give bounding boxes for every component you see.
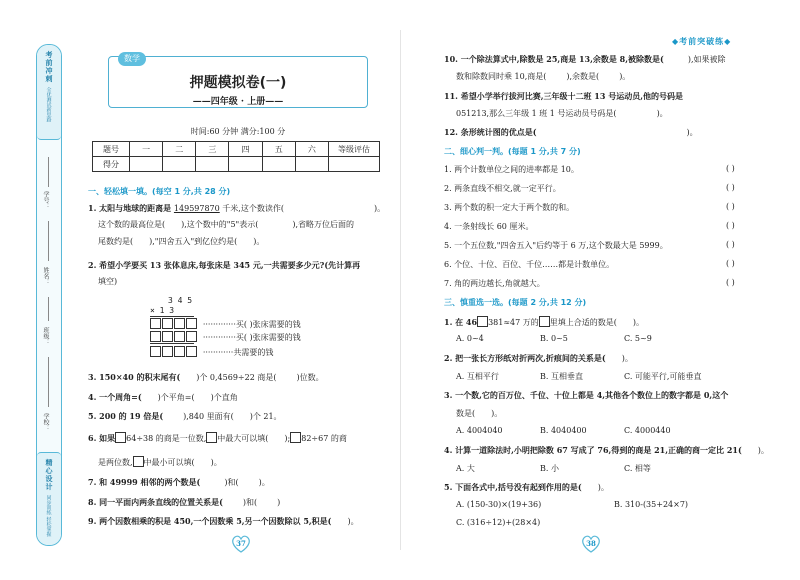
digit-box[interactable] — [174, 346, 185, 357]
field-school: 学校： — [42, 413, 49, 431]
choice-3-option-a[interactable]: A. 4004040 — [456, 426, 503, 435]
q-text: 9. 两个因数相乘的积是 450,一个因数乘 5,另一个因数除以 5,积是( — [88, 516, 332, 526]
choice-4-option-c[interactable]: C. 相等 — [624, 464, 651, 473]
calc-line — [150, 316, 194, 317]
q-text: 尾数约是( — [98, 237, 134, 246]
q-text: 5. 下面各式中,括号没有起到作用的是( — [444, 482, 582, 492]
q-text: ),这个数中的"5"表示( — [181, 220, 259, 229]
choice-1-option-c[interactable]: C. 5~9 — [624, 334, 652, 343]
question-7 — [88, 477, 270, 488]
q-text: )。 — [597, 483, 609, 492]
digit-box[interactable] — [150, 318, 161, 329]
judge-answer[interactable]: ( ) — [726, 278, 735, 287]
choice-5 — [444, 482, 609, 493]
score-row — [93, 157, 380, 172]
q-text: 381≈47 万的 — [488, 318, 539, 327]
section-heading-judge: 二、细心判一判。(每题 1 分,共 7 分) — [444, 147, 581, 156]
score-header: 一 — [130, 142, 163, 157]
q-text: ),如果被除 — [687, 55, 726, 64]
q-text: )个 0,4569÷22 商是( — [196, 373, 277, 382]
header-tag: ◆考前突破练◆ — [672, 37, 732, 46]
answer-box[interactable] — [477, 316, 488, 327]
field-student-number: 学号： — [42, 191, 49, 209]
line — [48, 157, 49, 187]
calc-row-3 — [150, 346, 273, 358]
answer-box[interactable] — [133, 456, 144, 467]
q-text: )位数。 — [296, 373, 324, 382]
score-cell[interactable] — [229, 157, 262, 172]
choice-5-option-a[interactable]: A. (150-30)×(19+36) — [456, 500, 542, 509]
score-header: 五 — [262, 142, 295, 157]
digit-box[interactable] — [150, 331, 161, 342]
calc-top: 3 4 5 — [168, 296, 193, 305]
q-text: 2. 把一张长方形纸对折两次,折痕间的关系是( — [444, 353, 606, 363]
judge-answer[interactable]: ( ) — [726, 202, 735, 211]
choice-2-option-b[interactable]: B. 互相垂直 — [540, 372, 583, 381]
choice-4-option-a[interactable]: A. 大 — [456, 464, 475, 473]
score-header: 题号 — [93, 142, 130, 157]
section-heading-fill: 一、轻松填一填。(每空 1 分,共 28 分) — [88, 187, 231, 196]
q-text: )个直角 — [210, 393, 238, 402]
q-text: )。 — [621, 354, 633, 363]
q-text: ); — [284, 434, 291, 443]
judge-item-2: 2. 两条直线不相交,就一定平行。 — [444, 184, 561, 193]
score-header: 六 — [295, 142, 328, 157]
score-cell[interactable] — [295, 157, 328, 172]
q-text: 1. 在 46 — [444, 317, 478, 327]
digit-box[interactable] — [174, 318, 185, 329]
digit-box[interactable] — [186, 318, 197, 329]
sidebar-sub: 全优测试新思路 — [45, 87, 52, 122]
q-text: 4. 一个周角=( — [88, 392, 142, 402]
line — [48, 221, 49, 261]
q-text: 数和除数同时乘 10,商是( — [456, 72, 547, 81]
score-cell[interactable] — [329, 157, 380, 172]
q-text: 8. 同一平面内两条直线的位置关系是( — [88, 497, 223, 507]
question-4 — [88, 392, 238, 403]
q-text: )个平角=( — [157, 393, 195, 402]
q-text: )和( — [224, 478, 239, 487]
choice-4-option-b[interactable]: B. 小 — [540, 464, 559, 473]
score-cell[interactable] — [130, 157, 163, 172]
left-sidebar — [36, 44, 62, 546]
judge-answer[interactable]: ( ) — [726, 221, 735, 230]
question-11-line-1 — [444, 91, 683, 102]
q-text: 10. 一个除法算式中,除数是 25,商是 13,余数是 8,被除数是( — [444, 54, 664, 64]
q-text: )。 — [656, 109, 668, 118]
calc-mul: × 1 3 — [150, 306, 175, 315]
question-2-line-1 — [88, 260, 360, 271]
answer-box[interactable] — [539, 316, 550, 327]
q-text: )。 — [373, 204, 386, 213]
score-cell[interactable] — [196, 157, 229, 172]
question-9 — [88, 516, 359, 527]
question-6-line-1 — [88, 432, 347, 444]
q-text: 千米,这个数读作( — [219, 204, 284, 213]
q-text: )。 — [347, 517, 359, 526]
calc-note: ·············买( )张床需要的钱 — [202, 320, 301, 329]
answer-box[interactable] — [206, 432, 217, 443]
q-text: )。 — [210, 458, 222, 467]
q-text: 11. 希望小学举行拔河比赛,三年级十二班 13 号运动员,他的号码是 — [444, 91, 683, 101]
calc-note: ············共需要的钱 — [202, 348, 274, 357]
judge-answer[interactable]: ( ) — [726, 164, 735, 173]
question-5 — [88, 411, 282, 422]
choice-2 — [444, 353, 633, 364]
line — [48, 297, 49, 321]
question-12 — [444, 127, 698, 138]
question-8 — [88, 497, 280, 508]
q-text: 7. 和 49999 相邻的两个数是( — [88, 477, 201, 487]
q-text: 3. 150×40 的积末尾有( — [88, 372, 181, 382]
vertical-calculation — [150, 296, 400, 360]
question-11-line-2 — [456, 108, 668, 119]
judge-item-1: 1. 两个计数单位之间的进率都是 10。 — [444, 165, 579, 174]
choice-5-option-b[interactable]: B. 310-(35+24×7) — [614, 500, 689, 509]
question-3 — [88, 372, 324, 383]
choice-3-line-1 — [444, 390, 728, 401]
q-text: )和( — [242, 498, 258, 507]
page-number-right: 38 — [586, 539, 596, 548]
calc-note: ·············买( )张床需要的钱 — [202, 333, 301, 342]
field-class: 班级： — [42, 327, 49, 345]
q-text: 填空) — [98, 277, 118, 286]
q-text: )。 — [686, 128, 698, 137]
sidebar-brand: 考前冲刺 — [45, 51, 54, 83]
choice-2-option-c[interactable]: C. 可能平行,可能垂直 — [624, 372, 702, 381]
section-heading-choice: 三、慎重选一选。(每题 2 分,共 12 分) — [444, 298, 587, 307]
page-title: 押题模拟卷(一) — [189, 75, 287, 91]
score-header: 等级评估 — [329, 142, 380, 157]
digit-box[interactable] — [174, 331, 185, 342]
judge-item-4: 4. 一条射线长 60 厘米。 — [444, 222, 534, 231]
calc-line — [150, 343, 194, 344]
digit-box[interactable] — [162, 318, 173, 329]
calc-row-1 — [150, 318, 301, 330]
q-text: 数是( — [456, 409, 476, 418]
q-text: 051213,那么三年级 1 班 1 号运动员号码是( — [456, 109, 617, 118]
score-cell[interactable] — [163, 157, 196, 172]
q-text: 82÷67 的商 — [301, 434, 347, 443]
digit-box[interactable] — [162, 331, 173, 342]
question-10-line-1 — [444, 54, 726, 65]
grade-line: ——四年级 · 上册—— — [192, 97, 284, 107]
digit-box[interactable] — [162, 346, 173, 357]
judge-item-7: 7. 角的两边越长,角就越大。 — [444, 279, 545, 288]
choice-3-option-b[interactable]: B. 4040400 — [540, 426, 587, 435]
choice-1-option-b[interactable]: B. 0~5 — [540, 334, 568, 343]
q-text: 这个数的最高位是( — [98, 220, 166, 229]
question-1-line-1 — [88, 203, 385, 214]
judge-answer[interactable]: ( ) — [726, 183, 735, 192]
exam-info: 时间:60 分钟 满分:100 分 — [190, 127, 286, 136]
choice-1-option-a[interactable]: A. 0~4 — [456, 334, 484, 343]
q-text: )。 — [632, 318, 645, 327]
sidebar-sub-bottom: 同步训练 轻松掌握 — [45, 495, 52, 537]
q-text: ),"四舍五入"到亿位约是( — [149, 237, 238, 246]
q-text: )个 21。 — [249, 412, 282, 421]
judge-item-5: 5. 一个五位数,"四舍五入"后约等于 6 万,这个数最大是 5999。 — [444, 241, 668, 250]
q-text: 5. 200 的 19 倍是( — [88, 411, 164, 421]
score-header: 四 — [229, 142, 262, 157]
q-text: )。 — [619, 72, 631, 81]
choice-2-option-a[interactable]: A. 互相平行 — [456, 372, 499, 381]
score-header-row — [93, 142, 380, 157]
choice-4 — [444, 445, 769, 456]
q-text: 3. 一个数,它的百万位、千位、十位上都是 4,其他各个数位上的数字都是 0,这个 — [444, 390, 729, 400]
q-text: 里填上合适的数是( — [549, 318, 617, 327]
q-text: 是两位数, — [98, 458, 133, 467]
page-number-left: 37 — [236, 539, 246, 548]
q-text: 6. 如果 — [88, 433, 116, 443]
q-text: )。 — [253, 237, 265, 246]
page-divider — [400, 30, 401, 550]
q-text: 64÷38 的商是一位数, — [126, 434, 207, 443]
calc-row-2 — [150, 331, 301, 343]
score-header: 三 — [196, 142, 229, 157]
q-text: 中最小可以填( — [143, 458, 195, 467]
score-table — [92, 141, 380, 172]
q-text: 12. 条形统计图的优点是( — [444, 127, 537, 137]
judge-answer[interactable]: ( ) — [726, 240, 735, 249]
q-text: ),余数是( — [566, 72, 600, 81]
judge-item-3: 3. 两个数的积一定大于两个数的和。 — [444, 203, 575, 212]
digit-box[interactable] — [186, 331, 197, 342]
q-number: 149597870 — [173, 204, 220, 213]
q-text: ),840 里面有( — [183, 412, 234, 421]
q-text: 4. 计算一道除法时,小明把除数 67 写成了 76,得到的商是 21,正确的商一定比 21( — [444, 445, 742, 455]
judge-answer[interactable]: ( ) — [726, 259, 735, 268]
q-text: 1. 太阳与地球的距离是 — [88, 203, 174, 213]
q-text: )。 — [757, 446, 769, 455]
digit-box[interactable] — [186, 346, 197, 357]
subject-tag: 数学 — [118, 52, 146, 66]
field-name: 姓名： — [42, 267, 49, 285]
q-text: ),省略万位后面的 — [292, 220, 355, 229]
q-text: ) — [277, 498, 281, 507]
score-row-label: 得分 — [93, 157, 130, 172]
q-text: )。 — [258, 478, 270, 487]
choice-3-option-c[interactable]: C. 4000440 — [624, 426, 671, 435]
answer-box[interactable] — [115, 432, 126, 443]
question-6-line-2 — [98, 456, 222, 468]
sidebar-brand-bottom: 精心设计 — [45, 459, 54, 491]
choice-3-line-2 — [456, 408, 502, 419]
choice-5-option-c[interactable]: C. (316÷12)+(28×4) — [456, 518, 541, 527]
q-text: )。 — [491, 409, 503, 418]
question-1-line-2 — [98, 219, 354, 230]
question-2-line-2 — [98, 276, 117, 287]
q-text: 2. 希望小学要买 13 张体息床,每张床是 345 元,一共需要多少元?(先计算再 — [88, 260, 361, 270]
sidebar-bottom-banner — [37, 452, 61, 545]
question-10-line-2 — [456, 71, 630, 82]
digit-box[interactable] — [150, 346, 161, 357]
score-cell[interactable] — [262, 157, 295, 172]
answer-box[interactable] — [290, 432, 301, 443]
line — [48, 357, 49, 407]
question-1-line-3 — [98, 236, 264, 247]
q-text: 中最大可以填( — [217, 434, 269, 443]
judge-item-6: 6. 个位、十位、百位、千位……都是计数单位。 — [444, 260, 615, 269]
sidebar-top-banner — [37, 45, 61, 140]
choice-1 — [444, 316, 644, 328]
score-header: 二 — [163, 142, 196, 157]
